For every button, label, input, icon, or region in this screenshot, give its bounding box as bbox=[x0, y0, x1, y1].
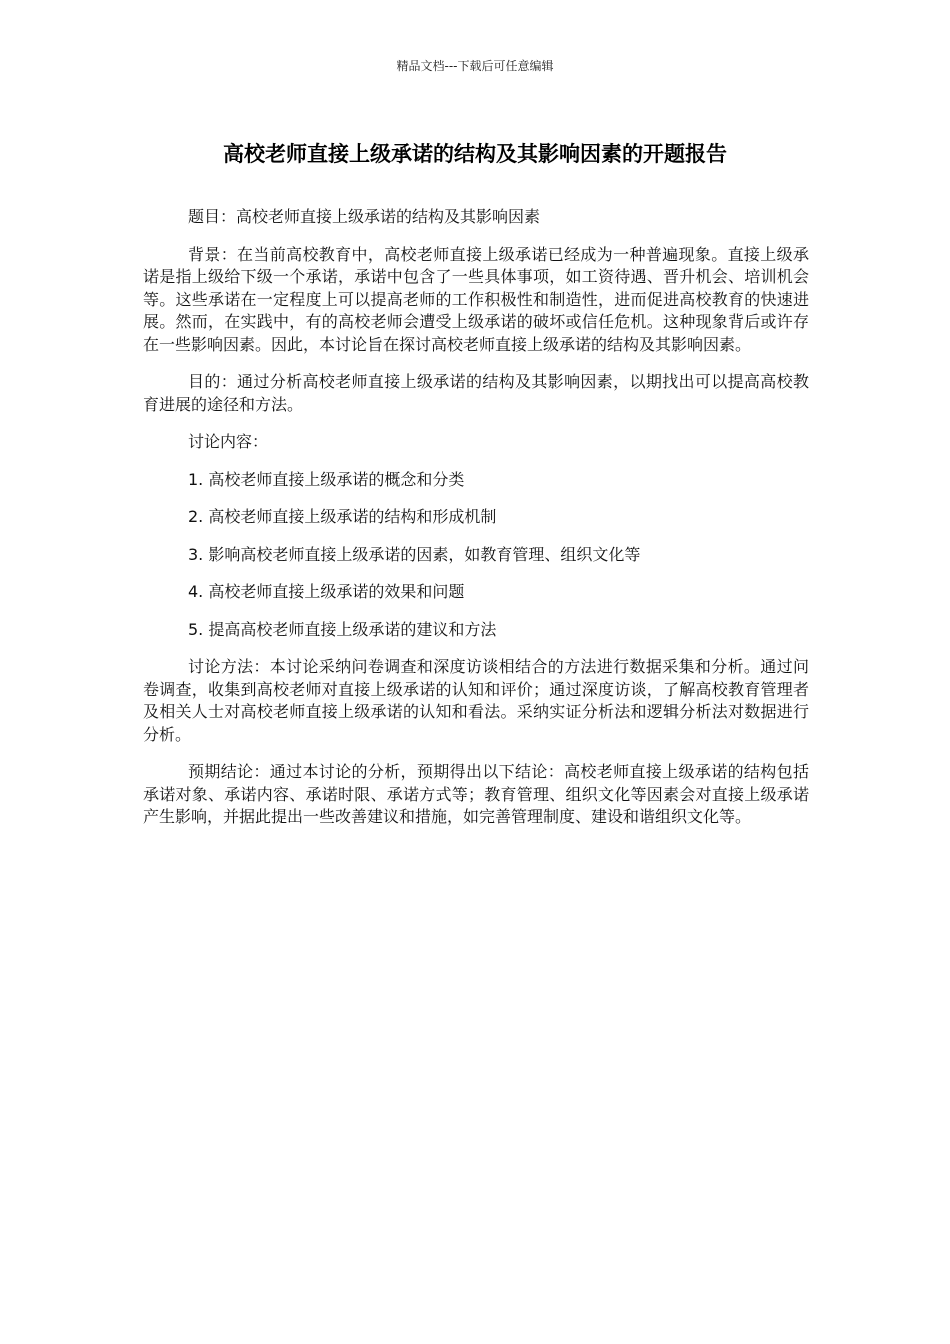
content-list-item: 2. 高校老师直接上级承诺的结构和形成机制 bbox=[188, 507, 497, 526]
document-title: 高校老师直接上级承诺的结构及其影响因素的开题报告 bbox=[223, 142, 727, 166]
content-list-item: 5. 提高高校老师直接上级承诺的建议和方法 bbox=[188, 619, 497, 639]
purpose-paragraph: 目的：通过分析高校老师直接上级承诺的结构及其影响因素，以期找出可以提高高校教育进展的途径和方法。 bbox=[143, 372, 809, 414]
topic-paragraph: 题目：高校老师直接上级承诺的结构及其影响因素 bbox=[188, 207, 541, 226]
method-paragraph: 讨论方法：本讨论采纳问卷调查和深度访谈相结合的方法进行数据采集和分析。通过问卷调查，收集到高校老师对直接上级承诺的认知和评价；通过深度访谈，了解高校教育管理者及相关人士对高校老师直接上级承诺的认知和看法。采纳实证分析法和逻辑分析法对数据进行分析。 bbox=[143, 657, 809, 744]
background-paragraph: 背景：在当前高校教育中，高校老师直接上级承诺已经成为一种普遍现象。直接上级承诺是指上级给下级一个承诺，承诺中包含了一些具体事项，如工资待遇、晋升机会、培训机会等。这些承诺在一定程度上可以提高老师的工作积极性和制造性，进而促进高校教育的快速进展。然而，在实践中，有的高校老师会遭受上级承诺的破坏或信任危机。这种现象背后或许存在一些影响因素。因此，本讨论旨在探讨高校老师直接上级承诺的结构及其影响因素。 bbox=[143, 244, 809, 354]
content-list-item: 1. 高校老师直接上级承诺的概念和分类 bbox=[188, 469, 465, 489]
content-heading: 讨论内容： bbox=[188, 432, 269, 451]
document-body bbox=[143, 206, 809, 844]
content-list-item: 3. 影响高校老师直接上级承诺的因素，如教育管理、组织文化等 bbox=[188, 544, 641, 564]
header-note: 精品文档---下载后可任意编辑 bbox=[396, 59, 554, 73]
content-list-item: 4. 高校老师直接上级承诺的效果和问题 bbox=[188, 582, 465, 601]
conclusion-paragraph: 预期结论：通过本讨论的分析，预期得出以下结论：高校老师直接上级承诺的结构包括承诺对象、承诺内容、承诺时限、承诺方式等；教育管理、组织文化等因素会对直接上级承诺产生影响，并据此提出一些改善建议和措施，如完善管理制度、建设和谐组织文化等。 bbox=[143, 762, 809, 826]
